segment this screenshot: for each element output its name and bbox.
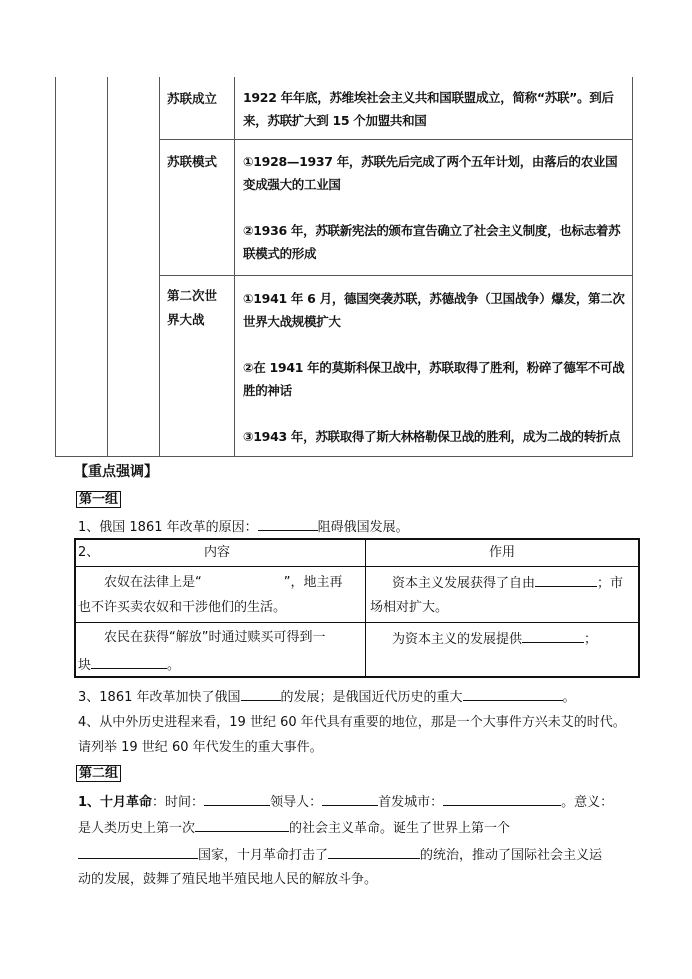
table-paragraph: ③1943 年，苏联取得了斯大林格勒保卫战的胜利，成为二战的转折点 [243,429,621,444]
table-row-divider [74,622,640,623]
table-divider [234,77,235,457]
answer-blank[interactable] [463,686,563,701]
row-label-model: 苏联模式 [167,154,218,169]
table-divider [365,538,366,678]
g1-question-1 [78,516,409,538]
col-header-content: 内容 [204,545,231,560]
g2-question-1-line1 [78,791,613,813]
answer-blank[interactable] [241,686,281,701]
answer-blank[interactable] [328,844,420,859]
text: ”，地主再 [283,575,343,590]
q2-number: 2、 [78,545,100,560]
table-row-divider [159,275,633,276]
r1c2-line2: 场相对扩大。 [370,600,449,615]
answer-blank[interactable] [535,572,597,587]
text: 是人类历史上第一次 [78,821,196,836]
section-title: 【重点强调】 [74,464,158,480]
table-divider [107,77,108,457]
group2-title-text: 第二组 [76,765,121,782]
text: 3、1861 年改革加快了俄国 [78,690,241,705]
text: 首发城市： [378,795,444,810]
text: ； [584,632,598,647]
table-divider [159,77,160,457]
g2-question-1-line3 [78,844,602,866]
answer-blank[interactable] [443,791,561,806]
text: 块 [78,658,92,673]
col-header-effect: 作用 [489,545,516,560]
table-paragraph: ①1928—1937 年，苏联先后完成了两个五年计划，由落后的农业国变成强大的工业国 [243,154,618,192]
text: 。 [167,658,181,673]
q1-prefix: 1、俄国 1861 年改革的原因： [78,520,258,535]
r1c2-line1 [392,572,623,594]
row-label-founding: 苏联成立 [167,91,218,106]
table-paragraph: ①1941 年 6 月，德国突袭苏联，苏德战争（卫国战争）爆发，第二次世界大战规模扩大 [243,291,625,329]
table-paragraph: ②1936 年，苏联新宪法的颁布宣告确立了社会主义制度，也标志着苏联模式的形成 [243,223,621,261]
g2-question-1-line2 [78,817,510,839]
answer-blank[interactable] [322,791,378,806]
table-paragraph: ②在 1941 年的莫斯科保卫战中，苏联取得了胜利，粉碎了德军不可战胜的神话 [243,360,625,398]
text: 为资本主义的发展提供 [392,632,523,647]
text: 资本主义发展获得了自由 [392,576,536,591]
text: 的社会主义革命。诞生了世界上第一个 [289,821,511,836]
g2-question-1-line4: 动的发展，鼓舞了殖民地半殖民地人民的解放斗争。 [78,872,378,887]
row-text-founding [243,86,627,132]
group1-title-text: 第一组 [76,491,121,508]
text: 。意义： [561,795,614,810]
answer-blank[interactable] [78,844,198,859]
group1-title [76,490,121,510]
answer-blank[interactable] [258,516,318,531]
table-row-divider [159,139,633,140]
answer-blank[interactable] [522,628,584,643]
text: 农奴在法律上是“ [104,575,202,590]
group2-title [76,764,121,784]
g1-question-3 [78,686,576,708]
answer-blank[interactable] [91,654,167,669]
row-text-ww2 [243,287,627,448]
r2c2-line1 [392,628,597,650]
q1-suffix: 阻碍俄国发展。 [317,520,409,535]
text: 的统治，推动了国际社会主义运 [420,848,603,863]
table-paragraph: 1922 年年底，苏维埃社会主义共和国联盟成立，简称“苏联”。到后来，苏联扩大到 15 个加盟共和国 [243,90,614,128]
r2c1-line1: 农民在获得“解放”时通过赎买可得到一 [104,630,326,645]
answer-blank[interactable] [204,791,270,806]
text: 的发展；是俄国近代历史的重大 [280,690,463,705]
r2c1-line2 [78,654,180,676]
row-label-ww2: 第二次世界大战 [167,288,218,327]
table-row-divider [74,566,640,567]
answer-blank[interactable] [195,817,289,832]
text: 。 [562,690,576,705]
text: ：时间： [152,795,205,810]
answer-blank[interactable] [202,572,284,586]
row-text-model [243,150,627,265]
text: 国家，十月革命打击了 [198,848,329,863]
r1c1-line2: 也不许买卖农奴和干涉他们的生活。 [78,600,287,615]
g1-question-4-line1: 4、从中外历史进程来看，19 世纪 60 年代具有重要的地位，那是一个大事件方兴未艾的时代。 [78,715,626,730]
question-label: 1、十月革命 [78,795,153,810]
text: ；市 [597,576,624,591]
g1-question-4-line2: 请列举 19 世纪 60 年代发生的重大事件。 [78,740,323,755]
text: 领导人： [270,795,323,810]
r1c1-line1 [104,572,343,593]
